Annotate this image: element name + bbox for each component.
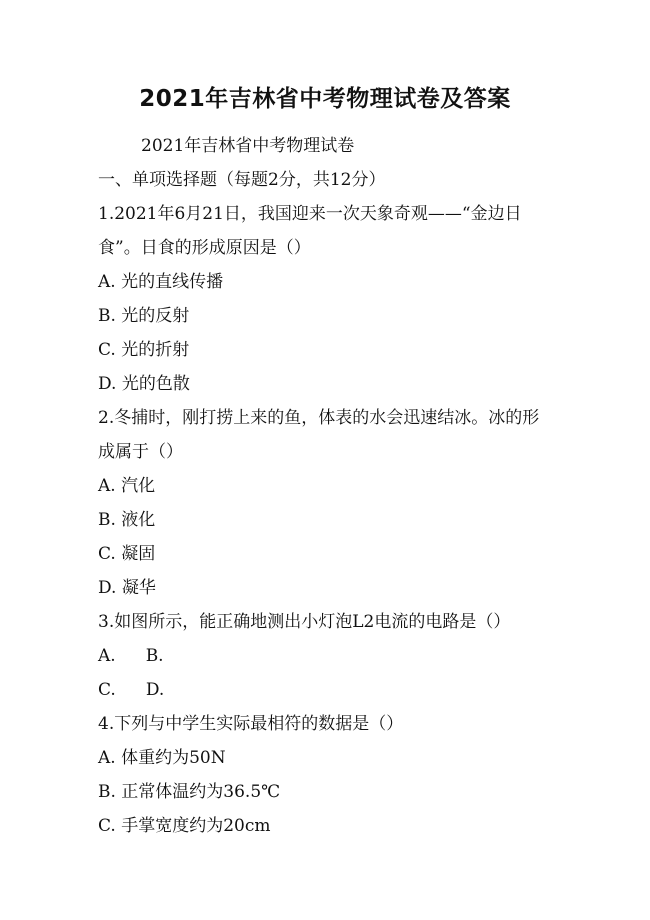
question-2-stem-line1: 2.冬捕时，刚打捞上来的鱼，体表的水会迅速结冰。冰的形 bbox=[98, 408, 540, 428]
question-4-option-a: A. 体重约为50N bbox=[98, 748, 226, 768]
question-1-stem-line2: 食”。日食的形成原因是（） bbox=[98, 238, 311, 258]
question-1-option-d: D. 光的色散 bbox=[98, 374, 190, 394]
document-subtitle: 2021年吉林省中考物理试卷 bbox=[141, 136, 355, 156]
question-3-stem: 3.如图所示，能正确地测出小灯泡L2电流的电路是（） bbox=[98, 612, 511, 632]
question-2-option-a: A. 汽化 bbox=[98, 476, 156, 496]
question-3-option-b: B. bbox=[145, 646, 164, 666]
question-3-options-row2 bbox=[98, 678, 568, 702]
document-title: 2021年吉林省中考物理试卷及答案 bbox=[139, 86, 511, 112]
question-3-option-d: D. bbox=[145, 680, 165, 700]
section-heading: 一、单项选择题（每题2分，共12分） bbox=[98, 170, 386, 190]
question-2-option-c: C. 凝固 bbox=[98, 544, 156, 564]
question-3-option-c: C. bbox=[98, 680, 116, 700]
question-4-stem: 4.下列与中学生实际最相符的数据是（） bbox=[98, 714, 404, 734]
question-2-stem-line2: 成属于（） bbox=[98, 442, 183, 462]
question-4-option-c: C. 手掌宽度约为20cm bbox=[98, 816, 271, 836]
question-3-options-row1 bbox=[98, 644, 568, 668]
question-1-stem-line1: 1.2021年6月21日，我国迎来一次天象奇观——“金边日 bbox=[98, 204, 522, 224]
question-2-option-b: B. 液化 bbox=[98, 510, 156, 530]
question-4-option-b: B. 正常体温约为36.5℃ bbox=[98, 782, 281, 802]
question-1-option-c: C. 光的折射 bbox=[98, 340, 190, 360]
question-1-option-b: B. 光的反射 bbox=[98, 306, 190, 326]
question-1-option-a: A. 光的直线传播 bbox=[98, 272, 224, 292]
question-2-option-d: D. 凝华 bbox=[98, 578, 156, 598]
question-3-option-a: A. bbox=[98, 646, 116, 666]
